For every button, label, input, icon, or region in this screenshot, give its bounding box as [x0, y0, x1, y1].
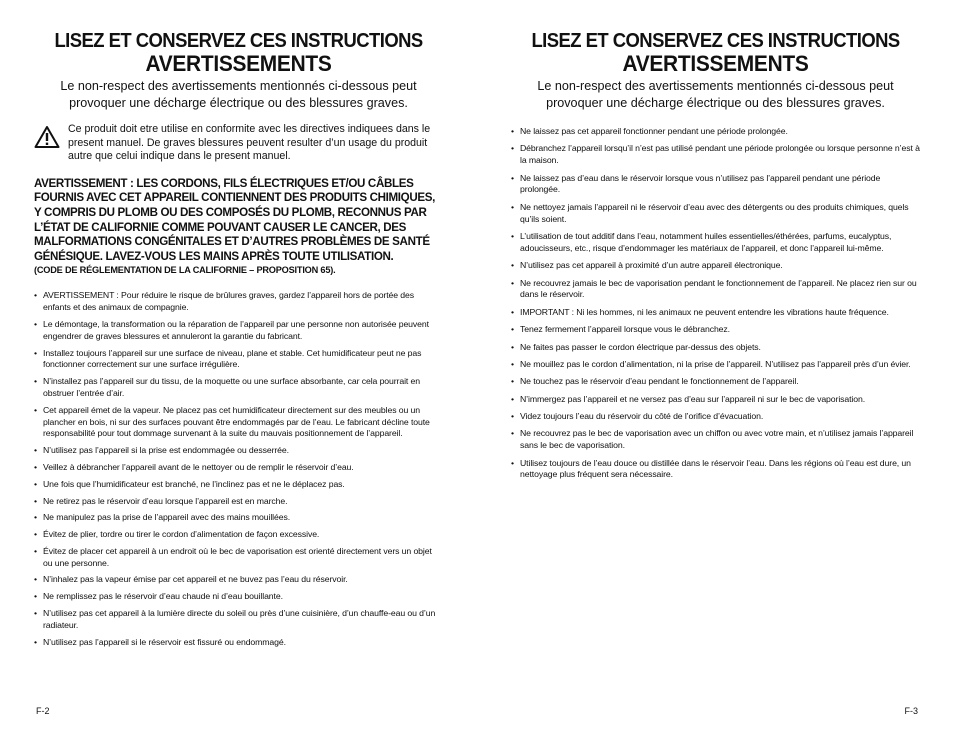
intro-text: Le non-respect des avertissements mentionnés ci-dessous peut provoquer une décharge électrique ou des blessures graves. [60, 79, 417, 110]
list-item: • Une fois que l’humidificateur est branché, ne l’inclinez pas et ne le déplacez pas. [34, 479, 443, 491]
list-item: • Ne nettoyez jamais l’appareil ni le réservoir d’eau avec des détergents ou des produits chimiques, quels qu’ils soient. [511, 202, 920, 226]
list-item: • Videz toujours l’eau du réservoir du côté de l’orifice d’évacuation. [511, 411, 920, 423]
list-item: • Ne recouvrez pas le bec de vaporisation avec un chiffon ou avec votre main, et n’utilisez jamais l’appareil sans le bec de vaporisation. [511, 428, 920, 452]
list-item: • Ne retirez pas le réservoir d’eau lorsque l’appareil est en marche. [34, 496, 443, 508]
list-item: • N’inhalez pas la vapeur émise par cet appareil et ne buvez pas l’eau du réservoir. [34, 574, 443, 586]
right-bullet-list [511, 126, 920, 481]
list-item: • Utilisez toujours de l’eau douce ou distillée dans le réservoir l’eau. Dans les régions où l’eau est dure, un nettoyage plus fréquent sera nécessaire. [511, 458, 920, 482]
page-subtitle: AVERTISSEMENTS [145, 51, 332, 76]
list-item: • Tenez fermement l’appareil lorsque vous le débranchez. [511, 324, 920, 336]
right-page [477, 0, 954, 738]
page-number: F-3 [904, 706, 918, 716]
page-title: LISEZ ET CONSERVEZ CES INSTRUCTIONS [531, 29, 900, 52]
list-item: • Ne laissez pas d’eau dans le réservoir lorsque vous n’utilisez pas l’appareil pendant une période prolongée. [511, 173, 920, 197]
page-title: LISEZ ET CONSERVEZ CES INSTRUCTIONS [54, 29, 423, 52]
list-item: • Cet appareil émet de la vapeur. Ne placez pas cet humidificateur directement sur des meubles ou un plancher en bois, ni sur des surfaces pouvant être endommagés par de l’eau. Le fabricant décline toute responsabilité pour tout dommage survenant à la suite du mauvais positionnement de l’appareil. [34, 405, 443, 440]
intro-text: Le non-respect des avertissements mentionnés ci-dessous peut provoquer une décharge électrique ou des blessures graves. [537, 79, 894, 110]
list-item: • N’utilisez pas cet appareil à proximité d’un autre appareil électronique. [511, 260, 920, 272]
list-item: • Ne touchez pas le réservoir d’eau pendant le fonctionnement de l’appareil. [511, 376, 920, 388]
list-item: • N’installez pas l’appareil sur du tissu, de la moquette ou une surface absorbante, car cela pourrait en obstruer l’entrée d’air. [34, 376, 443, 400]
list-item: • IMPORTANT : Ni les hommes, ni les animaux ne peuvent entendre les vibrations haute fréquence. [511, 307, 920, 319]
list-item: • N’immergez pas l’appareil et ne versez pas d’eau sur l’appareil ni sur le bec de vaporisation. [511, 394, 920, 406]
prop65-warning: AVERTISSEMENT : LES CORDONS, FILS ÉLECTRIQUES ET/OU CÂBLES FOURNIS AVEC CET APPAREIL CONTIENNENT DES PRODUITS CHIMIQUES, Y COMPRIS DU PLOMB OU DES COMPOSÉS DU PLOMB, RECONNUS PAR L’ÉTAT DE CALIFORNIE COMME POUVANT CAUSER LE CANCER, DES MALFORMATIONS CONGÉNITALES ET D’AUTRES PROBLÈMES DE SANTÉ GÉNÉSIQUE. LAVEZ-VOUS LES MAINS APRÈS TOUTE UTILISATION. [34, 176, 435, 263]
list-item: • Évitez de placer cet appareil à un endroit où le bec de vaporisation est orienté directement vers un objet ou une personne. [34, 546, 443, 570]
left-bullet-list [34, 290, 443, 648]
warning-notice [34, 123, 443, 164]
list-item: • Ne manipulez pas la prise de l’appareil avec des mains mouillées. [34, 512, 443, 524]
page-subtitle: AVERTISSEMENTS [622, 51, 809, 76]
page-number: F-2 [36, 706, 50, 716]
list-item: • AVERTISSEMENT : Pour réduire le risque de brûlures graves, gardez l’appareil hors de portée des enfants et des animaux de compagnie. [34, 290, 443, 314]
list-item: • Ne faites pas passer le cordon électrique par-dessus des objets. [511, 342, 920, 354]
list-item: • N’utilisez pas cet appareil à la lumière directe du soleil ou près d’une cuisinière, d’un chauffe-eau ou d’un radiateur. [34, 608, 443, 632]
warning-text: Ce produit doit etre utilise en conformite avec les directives indiquees dans le present manuel. De graves blessures peuvent resulter d’un usage du produit autre que celui indique dans le present manuel. [68, 123, 431, 163]
list-item: • L’utilisation de tout additif dans l’eau, notamment huiles essentielles/éthérées, parfums, eucalyptus, adoucisseurs, etc., risque d’endommager les matériaux de l’appareil, et donc l’appareil lui-même. [511, 231, 920, 255]
list-item: • Ne mouillez pas le cordon d’alimentation, ni la prise de l’appareil. N’utilisez pas l’appareil près d’un évier. [511, 359, 920, 371]
list-item: • Ne recouvrez jamais le bec de vaporisation pendant le fonctionnement de l’appareil. Ne placez rien sur ou dans le réservoir. [511, 278, 920, 302]
list-item: • Évitez de plier, tordre ou tirer le cordon d’alimentation de façon excessive. [34, 529, 443, 541]
warning-triangle-icon [34, 123, 68, 164]
list-item: • N’utilisez pas l’appareil si le réservoir est fissuré ou endommagé. [34, 637, 443, 649]
list-item: • Débranchez l’appareil lorsqu’il n’est pas utilisé pendant une période prolongée ou lorsque personne n’est à la maison. [511, 143, 920, 167]
list-item: • Ne remplissez pas le réservoir d’eau chaude ni d’eau bouillante. [34, 591, 443, 603]
list-item: • Le démontage, la transformation ou la réparation de l’appareil par une personne non autorisée peuvent engendrer de graves blessures et annuleront la garantie du fabricant. [34, 319, 443, 343]
list-item: • Installez toujours l’appareil sur une surface de niveau, plane et stable. Cet humidificateur peut ne pas fonctionner correctement sur une surface irrégulière. [34, 348, 443, 372]
prop65-code: (CODE DE RÉGLEMENTATION DE LA CALIFORNIE – PROPOSITION 65). [34, 265, 336, 276]
list-item: • N’utilisez pas l’appareil si la prise est endommagée ou desserrée. [34, 445, 443, 457]
list-item: • Ne laissez pas cet appareil fonctionner pendant une période prolongée. [511, 126, 920, 138]
list-item: • Veillez à débrancher l’appareil avant de le nettoyer ou de remplir le réservoir d’eau. [34, 462, 443, 474]
